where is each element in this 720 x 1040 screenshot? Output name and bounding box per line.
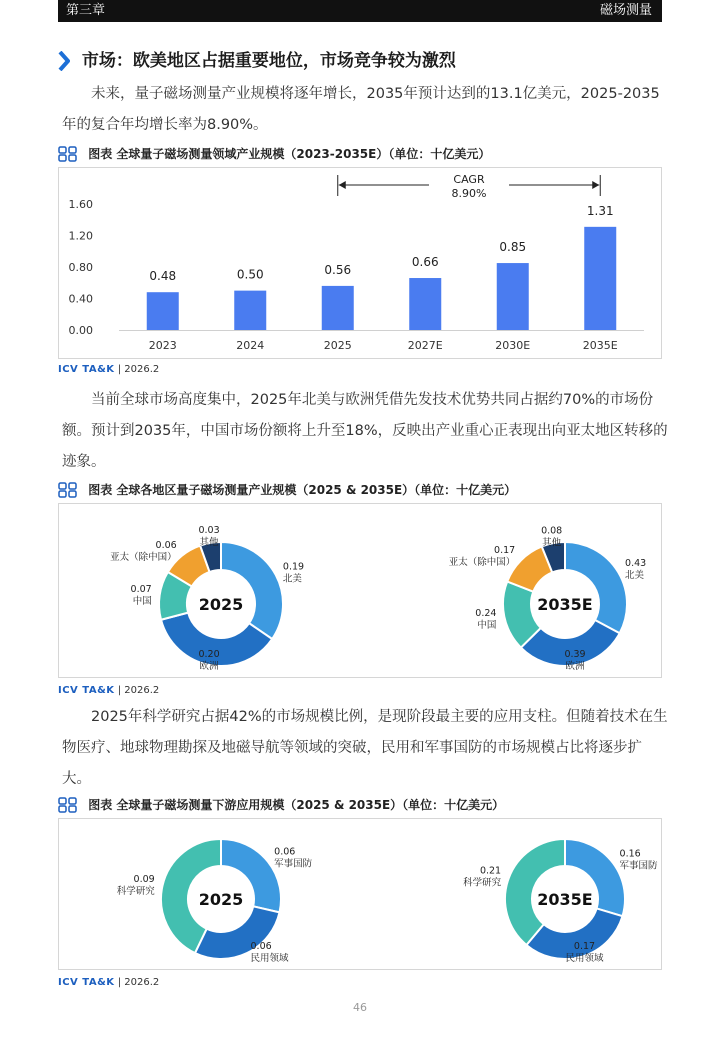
bar	[322, 286, 354, 330]
chapter-label: 第三章	[66, 3, 106, 18]
donut-center-label: 2025	[198, 595, 244, 614]
slice-name-label: 军事国防	[274, 858, 313, 870]
slice-value-label: 0.03	[198, 525, 220, 537]
chart-grid-icon	[58, 146, 78, 162]
bar	[497, 263, 529, 330]
x-tick-label: 2035E	[582, 339, 618, 352]
slice-name-label: 科学研究	[116, 885, 155, 897]
source-date: 2026.2	[124, 364, 160, 375]
arrowhead-left-icon	[339, 181, 346, 189]
slice-value-label: 0.07	[130, 584, 152, 596]
slice-name-label: 亚太（除中国）	[110, 551, 177, 563]
slice-value-label: 0.17	[573, 941, 596, 952]
figure-caption-2	[58, 481, 516, 498]
slice-value-label: 0.21	[479, 865, 502, 877]
arrowhead-right-icon	[592, 181, 599, 189]
source-brand: ICV TA&K	[58, 977, 115, 988]
paragraph-2: 当前全球市场高度集中，2025年北美与欧洲凭借先发技术优势共同占据约70%的市场份额。预计到2035年，中国市场份额将上升至18%，反映出产业重心正表现出向亚太地区转移的迹象。	[62, 392, 668, 470]
y-tick-label: 0.40	[68, 292, 93, 306]
figure-caption-3	[58, 796, 504, 813]
x-tick-label: 2030E	[495, 339, 531, 352]
bar-chart	[59, 168, 661, 358]
bar	[234, 291, 266, 330]
slice-name-label: 北美	[625, 570, 645, 582]
bar-value-label: 1.31	[586, 203, 614, 218]
slice-value-label: 0.17	[494, 544, 516, 556]
slice-name-label: 北美	[282, 573, 302, 585]
y-tick-label: 0.00	[68, 324, 93, 337]
bar-value-label: 0.85	[499, 240, 527, 255]
caption-text: 图表 全球量子磁场测量下游应用规模（2025 & 2035E）（单位：十亿美元）	[88, 798, 505, 812]
slice-name-label: 民用领域	[565, 953, 604, 964]
chart-grid-icon	[58, 482, 78, 498]
bar-value-label: 0.56	[324, 262, 352, 277]
x-tick-label: 2027E	[407, 339, 443, 352]
application-donut-panel	[58, 818, 662, 970]
topic-label: 磁场测量	[599, 3, 652, 18]
region-donut-panel	[58, 503, 662, 678]
bar	[409, 278, 441, 330]
bar-value-label: 0.48	[149, 269, 177, 284]
figure-caption-1	[58, 145, 490, 162]
chevron-right-icon	[58, 51, 70, 71]
bar-value-label: 0.66	[411, 255, 439, 270]
chart-grid-icon	[58, 797, 78, 813]
slice-value-label: 0.06	[250, 941, 272, 952]
slice-name-label: 民用领域	[250, 953, 289, 964]
slice-name-label: 中国	[477, 620, 497, 632]
cagr-value: 8.90%	[451, 187, 487, 200]
slice-name-label: 其他	[199, 537, 219, 549]
donut-chart-region-2035	[359, 504, 659, 677]
slice-name-label: 其他	[542, 537, 562, 549]
slice-value-label: 0.06	[274, 846, 296, 858]
y-tick-label: 1.60	[68, 198, 93, 211]
section-heading	[58, 46, 456, 71]
slice-value-label: 0.06	[155, 539, 177, 551]
paragraph-3: 2025年科学研究占据42%的市场规模比例，是现阶段最主要的应用支柱。但随着技术在生物医疗、地球物理勘探及地磁导航等领域的突破，民用和军事国防的市场规模占比将逐步扩大。	[62, 709, 668, 787]
slice-value-label: 0.16	[619, 848, 641, 860]
caption-text: 图表 全球各地区量子磁场测量产业规模（2025 & 2035E）（单位：十亿美元）	[88, 483, 517, 497]
x-tick-label: 2023	[148, 339, 177, 352]
slice-name-label: 欧洲	[199, 661, 219, 672]
slice-value-label: 0.19	[282, 561, 305, 573]
slice-value-label: 0.20	[198, 649, 220, 660]
slice-name-label: 军事国防	[619, 860, 658, 872]
page-header	[58, 0, 662, 22]
bar	[147, 292, 179, 330]
bar	[584, 227, 616, 330]
source-note-2: ICV TA&K | 2026.2	[58, 685, 160, 696]
slice-value-label: 0.09	[133, 873, 155, 885]
page-number: 46	[353, 1001, 367, 1014]
source-note-3: ICV TA&K | 2026.2	[58, 977, 160, 988]
donut-center-label: 2025	[198, 890, 244, 909]
source-brand: ICV TA&K	[58, 685, 115, 696]
slice-value-label: 0.24	[475, 608, 497, 620]
slice-value-label: 0.39	[564, 649, 586, 660]
donut-center-label: 2035E	[537, 595, 593, 614]
donut-chart-region-2025	[59, 504, 359, 677]
bar-chart-panel	[58, 167, 662, 359]
bar-value-label: 0.50	[236, 267, 264, 282]
source-date: 2026.2	[124, 977, 160, 988]
caption-text: 图表 全球量子磁场测量领域产业规模（2023-2035E）（单位：十亿美元）	[88, 147, 491, 161]
x-tick-label: 2025	[323, 339, 352, 352]
y-tick-label: 0.80	[68, 261, 93, 274]
slice-name-label: 欧洲	[565, 661, 585, 672]
donut-chart-application-2025	[59, 819, 359, 969]
y-tick-label: 1.20	[68, 229, 93, 243]
slice-name-label: 亚太（除中国）	[448, 556, 516, 568]
slice-name-label: 中国	[132, 596, 152, 608]
donut-chart-application-2035	[359, 819, 659, 969]
source-date: 2026.2	[124, 685, 160, 696]
section-title: 市场：欧美地区占据重要地位，市场竞争较为激烈	[81, 51, 456, 71]
donut-center-label: 2035E	[537, 890, 593, 909]
cagr-label: CAGR	[453, 173, 485, 186]
slice-value-label: 0.43	[625, 558, 647, 570]
slice-name-label: 科学研究	[463, 877, 502, 889]
slice-value-label: 0.08	[541, 525, 563, 537]
source-note-1: ICV TA&K | 2026.2	[58, 364, 160, 375]
paragraph-1: 未来，量子磁场测量产业规模将逐年增长，2035年预计达到的13.1亿美元，2025-2035年的复合年均增长率为8.90%。	[62, 86, 660, 133]
source-brand: ICV TA&K	[58, 364, 115, 375]
x-tick-label: 2024	[236, 339, 265, 352]
